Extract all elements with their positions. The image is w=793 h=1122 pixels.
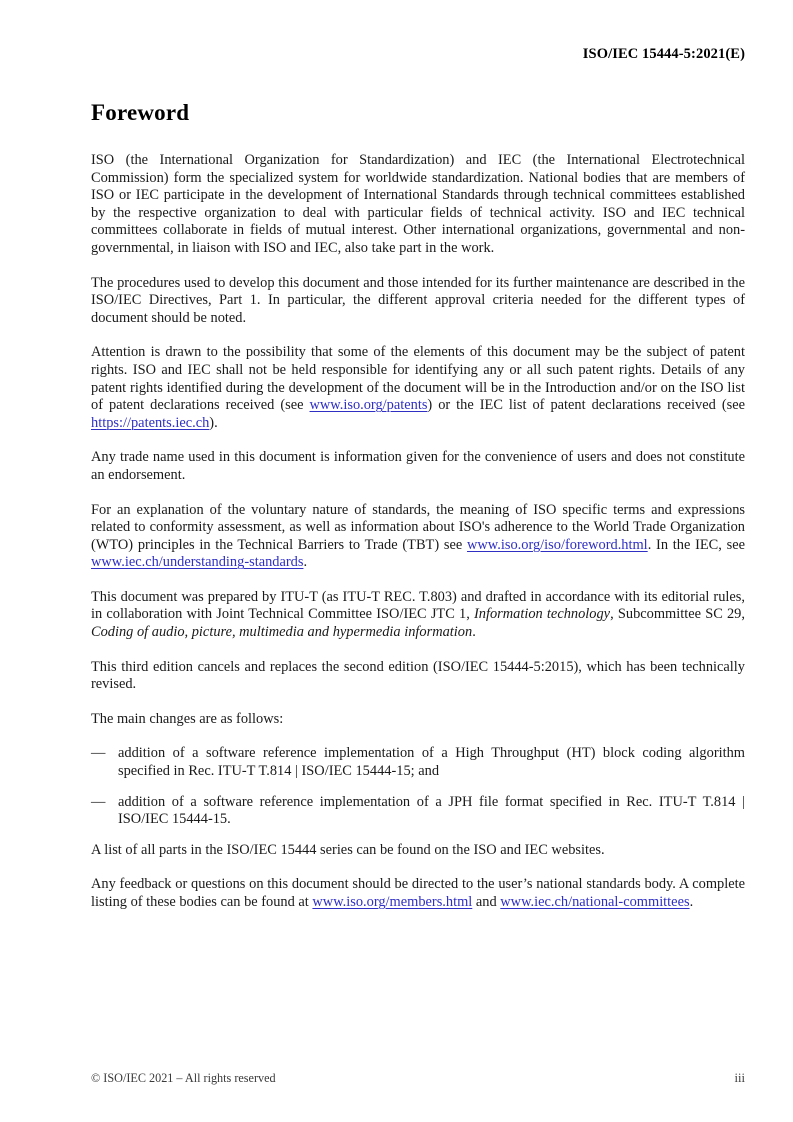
paragraph-prepared-by-text-b: , Subcommittee SC 29, [610, 606, 745, 623]
link-iso-members[interactable]: www.iso.org/members.html [312, 894, 473, 910]
link-iso-patents[interactable]: www.iso.org/patents [309, 397, 428, 414]
paragraph-voluntary-nature-text-a: For an explanation of the voluntary nature of standards, the meaning of ISO specific terms and expressions related to conformity assessment, as well as information about ISO's adherence to the World Trade Organization (WTO) principles in the Technical Barriers to Trade (TBT) see [91, 501, 745, 553]
link-iso-foreword[interactable]: www.iso.org/iso/foreword.html [467, 536, 648, 553]
paragraph-feedback-text-b: and [472, 894, 501, 910]
paragraph-prepared-by-text-c: . [472, 624, 476, 641]
committee-title-information-technology: Information technology [473, 606, 611, 623]
list-item [91, 794, 745, 829]
link-iec-patents[interactable]: https://patents.iec.ch [91, 414, 210, 431]
paragraph-trade-name: Any trade name used in this document is information given for the convenience of users and does not constitute an endorsement. [91, 449, 745, 483]
em-dash-bullet-icon: — [91, 745, 106, 762]
list-item-label: addition of a software reference implementation of a JPH file format specified in Rec. ITU-T T.814 | ISO/IEC 15444-15. [118, 793, 745, 828]
list-item [91, 745, 745, 780]
paragraph-patent-rights [91, 344, 745, 432]
paragraph-prepared-by-text-a: This document was prepared by ITU-T (as ITU-T REC. T.803) and drafted in accordance with its editorial rules, in collaboration with Joint Technical Committee ISO/IEC JTC 1, [91, 588, 745, 623]
paragraph-all-parts: A list of all parts in the ISO/IEC 15444 series can be found on the ISO and IEC websites. [91, 841, 605, 858]
paragraph-voluntary-nature [91, 502, 745, 572]
paragraph-main-changes-intro: The main changes are as follows: [91, 710, 284, 727]
paragraph-voluntary-nature-text-b: . In the IEC, see [647, 536, 745, 553]
document-body [91, 100, 745, 929]
footer-copyright: © ISO/IEC 2021 – All rights reserved [91, 1071, 276, 1085]
paragraph-prepared-by [91, 589, 745, 642]
footer-page-number: iii [734, 1071, 745, 1085]
paragraph-voluntary-nature-text-c: . [303, 554, 308, 571]
paragraph-procedures: The procedures used to develop this document and those intended for its further maintenance are described in the ISO/IEC Directives, Part 1. In particular, the different approval criteria needed for the different types of document should be noted. [91, 274, 745, 326]
paragraph-feedback-text-a: Any feedback or questions on this document should be directed to the user’s national standards body. A complete listing of these bodies can be found at [91, 876, 745, 910]
subcommittee-title-coding: Coding of audio, picture, multimedia and hypermedia information [91, 624, 473, 641]
link-iec-understanding-standards[interactable]: www.iec.ch/understanding-standards [91, 554, 304, 571]
paragraph-feedback [91, 876, 745, 911]
list-item-label: addition of a software reference implementation of a High Throughput (HT) block coding algorithm specified in Rec. ITU-T T.814 | ISO/IEC 15444-15; and [118, 745, 745, 780]
page-header-standard-reference: ISO/IEC 15444-5:2021(E) [582, 46, 745, 62]
paragraph-patent-rights-text-a: Attention is drawn to the possibility that some of the elements of this document may be the subject of patent rights. ISO and IEC shall not be held responsible for identifying any or all such patent rights. Details of any patent rights identified during the development of the document will be in the Introduction and/or on the ISO list of patent declarations received (see [91, 344, 745, 414]
paragraph-iso-iec-intro: ISO (the International Organization for Standardization) and IEC (the International Electrotechnical Commission) form the specialized system for worldwide standardization. National bodies that are members of ISO or IEC participate in the development of International Standards through technical committees established by the respective organization to deal with particular fields of technical activity. ISO and IEC technical committees collaborate in fields of mutual interest. Other international organizations, governmental and non-governmental, in liaison with ISO and IEC, also take part in the work. [91, 152, 745, 256]
paragraph-third-edition: This third edition cancels and replaces the second edition (ISO/IEC 15444-5:2015), which has been technically revised. [91, 658, 745, 693]
change-list [91, 745, 745, 828]
page-title: Foreword [91, 100, 190, 125]
paragraph-patent-rights-text-b: ) or the IEC list of patent declarations received (see [427, 397, 745, 414]
page-footer [91, 1071, 745, 1086]
paragraph-feedback-text-c: . [689, 894, 694, 910]
paragraph-patent-rights-text-c: ). [209, 414, 218, 431]
link-iec-national-committees[interactable]: www.iec.ch/national-committees [500, 894, 690, 910]
em-dash-bullet-icon: — [91, 793, 106, 810]
